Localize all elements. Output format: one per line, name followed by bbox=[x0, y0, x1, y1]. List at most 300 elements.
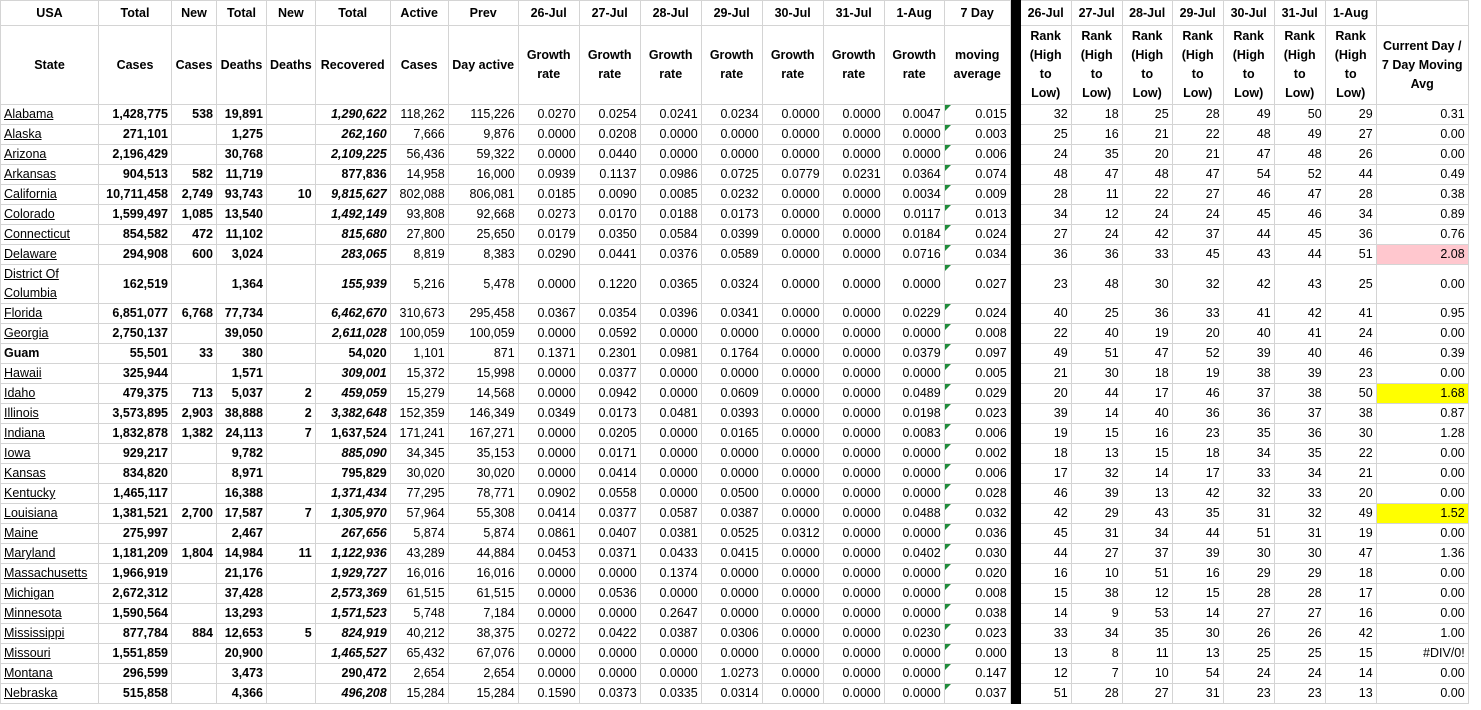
ratio-cell[interactable]: 0.00 bbox=[1376, 584, 1468, 604]
growth-rate-cell[interactable]: 0.0000 bbox=[823, 504, 884, 524]
growth-rate-cell[interactable]: 0.0000 bbox=[884, 584, 944, 604]
total-cases-cell[interactable]: 296,599 bbox=[99, 664, 172, 684]
growth-rate-cell[interactable]: 0.0085 bbox=[640, 185, 701, 205]
growth-rate-cell[interactable]: 0.0000 bbox=[762, 225, 823, 245]
moving-average-cell[interactable]: 0.006 bbox=[944, 145, 1010, 165]
active-cases-cell[interactable]: 65,432 bbox=[390, 644, 448, 664]
rank-cell[interactable]: 45 bbox=[1020, 524, 1071, 544]
rank-cell[interactable]: 36 bbox=[1223, 404, 1274, 424]
growth-rate-cell[interactable]: 0.0314 bbox=[701, 684, 762, 704]
new-deaths-cell[interactable] bbox=[267, 245, 316, 265]
growth-rate-cell[interactable]: 0.0367 bbox=[518, 304, 579, 324]
rank-cell[interactable]: 19 bbox=[1172, 364, 1223, 384]
rank-cell[interactable]: 31 bbox=[1274, 524, 1325, 544]
total-deaths-cell[interactable]: 2,467 bbox=[217, 524, 267, 544]
ratio-cell[interactable]: 0.00 bbox=[1376, 684, 1468, 704]
rank-cell[interactable]: 48 bbox=[1122, 165, 1172, 185]
rank-cell[interactable]: 30 bbox=[1274, 544, 1325, 564]
growth-rate-cell[interactable]: 0.0000 bbox=[640, 444, 701, 464]
growth-rate-cell[interactable]: 0.0000 bbox=[823, 324, 884, 344]
growth-rate-cell[interactable]: 0.0000 bbox=[762, 205, 823, 225]
growth-rate-cell[interactable]: 0.0902 bbox=[518, 484, 579, 504]
growth-rate-cell[interactable]: 0.0185 bbox=[518, 185, 579, 205]
new-cases-cell[interactable]: 33 bbox=[172, 344, 217, 364]
growth-rate-cell[interactable]: 0.0000 bbox=[823, 584, 884, 604]
header-cell[interactable]: Cases bbox=[390, 26, 448, 105]
prev-day-active-cell[interactable]: 5,478 bbox=[448, 265, 518, 304]
growth-rate-cell[interactable]: 0.0273 bbox=[518, 205, 579, 225]
rank-cell[interactable]: 33 bbox=[1223, 464, 1274, 484]
new-deaths-cell[interactable]: 2 bbox=[267, 404, 316, 424]
growth-rate-cell[interactable]: 0.0000 bbox=[884, 564, 944, 584]
prev-day-active-cell[interactable]: 7,184 bbox=[448, 604, 518, 624]
rank-cell[interactable]: 41 bbox=[1274, 324, 1325, 344]
growth-rate-cell[interactable]: 0.0229 bbox=[884, 304, 944, 324]
rank-cell[interactable]: 43 bbox=[1274, 265, 1325, 304]
new-cases-cell[interactable]: 1,085 bbox=[172, 205, 217, 225]
active-cases-cell[interactable]: 5,874 bbox=[390, 524, 448, 544]
growth-rate-cell[interactable]: 0.0117 bbox=[884, 205, 944, 225]
new-cases-cell[interactable] bbox=[172, 524, 217, 544]
rank-cell[interactable]: 44 bbox=[1172, 524, 1223, 544]
growth-rate-cell[interactable]: 0.0000 bbox=[823, 604, 884, 624]
total-deaths-cell[interactable]: 380 bbox=[217, 344, 267, 364]
moving-average-cell[interactable]: 0.024 bbox=[944, 225, 1010, 245]
moving-average-cell[interactable]: 0.029 bbox=[944, 384, 1010, 404]
prev-day-active-cell[interactable]: 9,876 bbox=[448, 125, 518, 145]
header-cell[interactable]: Recovered bbox=[315, 26, 390, 105]
rank-cell[interactable]: 13 bbox=[1325, 684, 1376, 704]
state-name-cell[interactable]: Massachusetts bbox=[1, 564, 99, 584]
growth-rate-cell[interactable]: 0.0000 bbox=[518, 464, 579, 484]
growth-rate-cell[interactable]: 0.0324 bbox=[701, 265, 762, 304]
rank-cell[interactable]: 23 bbox=[1274, 684, 1325, 704]
total-deaths-cell[interactable]: 20,900 bbox=[217, 644, 267, 664]
moving-average-cell[interactable]: 0.037 bbox=[944, 684, 1010, 704]
rank-cell[interactable]: 15 bbox=[1020, 584, 1071, 604]
growth-rate-cell[interactable]: 0.0000 bbox=[518, 324, 579, 344]
rank-cell[interactable]: 23 bbox=[1172, 424, 1223, 444]
rank-cell[interactable]: 48 bbox=[1223, 125, 1274, 145]
growth-rate-cell[interactable]: 0.0232 bbox=[701, 185, 762, 205]
rank-cell[interactable]: 39 bbox=[1274, 364, 1325, 384]
growth-rate-cell[interactable]: 0.0000 bbox=[640, 424, 701, 444]
ratio-cell[interactable]: 0.00 bbox=[1376, 364, 1468, 384]
growth-rate-cell[interactable]: 0.0290 bbox=[518, 245, 579, 265]
moving-average-cell[interactable]: 0.002 bbox=[944, 444, 1010, 464]
header-cell[interactable]: Growth rate bbox=[884, 26, 944, 105]
total-cases-cell[interactable]: 1,465,117 bbox=[99, 484, 172, 504]
growth-rate-cell[interactable]: 0.0270 bbox=[518, 105, 579, 125]
growth-rate-cell[interactable]: 0.2647 bbox=[640, 604, 701, 624]
growth-rate-cell[interactable]: 0.0536 bbox=[579, 584, 640, 604]
growth-rate-cell[interactable]: 0.0000 bbox=[701, 324, 762, 344]
ratio-cell[interactable]: 0.00 bbox=[1376, 464, 1468, 484]
ratio-cell[interactable]: 1.28 bbox=[1376, 424, 1468, 444]
growth-rate-cell[interactable]: 0.0387 bbox=[701, 504, 762, 524]
header-cell[interactable]: Total bbox=[217, 1, 267, 26]
ratio-cell[interactable]: 0.38 bbox=[1376, 185, 1468, 205]
rank-cell[interactable]: 39 bbox=[1172, 544, 1223, 564]
active-cases-cell[interactable]: 5,216 bbox=[390, 265, 448, 304]
growth-rate-cell[interactable]: 0.0000 bbox=[762, 624, 823, 644]
active-cases-cell[interactable]: 7,666 bbox=[390, 125, 448, 145]
rank-cell[interactable]: 33 bbox=[1122, 245, 1172, 265]
recovered-cell[interactable]: 262,160 bbox=[315, 125, 390, 145]
rank-cell[interactable]: 51 bbox=[1122, 564, 1172, 584]
rank-cell[interactable]: 27 bbox=[1071, 544, 1122, 564]
rank-cell[interactable]: 37 bbox=[1274, 404, 1325, 424]
growth-rate-cell[interactable]: 0.0000 bbox=[701, 604, 762, 624]
total-cases-cell[interactable]: 325,944 bbox=[99, 364, 172, 384]
active-cases-cell[interactable]: 15,372 bbox=[390, 364, 448, 384]
rank-cell[interactable]: 47 bbox=[1223, 145, 1274, 165]
growth-rate-cell[interactable]: 0.0000 bbox=[823, 205, 884, 225]
rank-cell[interactable]: 32 bbox=[1223, 484, 1274, 504]
header-cell[interactable]: Day active bbox=[448, 26, 518, 105]
growth-rate-cell[interactable]: 0.0000 bbox=[823, 364, 884, 384]
ratio-cell[interactable]: 0.00 bbox=[1376, 444, 1468, 464]
total-deaths-cell[interactable]: 3,473 bbox=[217, 664, 267, 684]
growth-rate-cell[interactable]: 0.0000 bbox=[762, 324, 823, 344]
growth-rate-cell[interactable]: 0.0000 bbox=[762, 544, 823, 564]
moving-average-cell[interactable]: 0.008 bbox=[944, 584, 1010, 604]
recovered-cell[interactable]: 1,290,622 bbox=[315, 105, 390, 125]
growth-rate-cell[interactable]: 0.0000 bbox=[762, 444, 823, 464]
growth-rate-cell[interactable]: 0.0000 bbox=[762, 424, 823, 444]
rank-cell[interactable]: 27 bbox=[1274, 604, 1325, 624]
rank-cell[interactable]: 20 bbox=[1172, 324, 1223, 344]
header-cell[interactable]: moving average bbox=[944, 26, 1010, 105]
growth-rate-cell[interactable]: 0.0000 bbox=[884, 684, 944, 704]
header-cell[interactable]: 27-Jul bbox=[579, 1, 640, 26]
active-cases-cell[interactable]: 61,515 bbox=[390, 584, 448, 604]
growth-rate-cell[interactable]: 0.0414 bbox=[579, 464, 640, 484]
rank-cell[interactable]: 34 bbox=[1223, 444, 1274, 464]
growth-rate-cell[interactable]: 0.0000 bbox=[701, 444, 762, 464]
header-cell[interactable]: State bbox=[1, 26, 99, 105]
active-cases-cell[interactable]: 802,088 bbox=[390, 185, 448, 205]
growth-rate-cell[interactable]: 0.0000 bbox=[640, 125, 701, 145]
growth-rate-cell[interactable]: 0.0000 bbox=[823, 304, 884, 324]
moving-average-cell[interactable]: 0.038 bbox=[944, 604, 1010, 624]
rank-cell[interactable]: 12 bbox=[1020, 664, 1071, 684]
rank-cell[interactable]: 17 bbox=[1020, 464, 1071, 484]
prev-day-active-cell[interactable]: 78,771 bbox=[448, 484, 518, 504]
growth-rate-cell[interactable]: 0.0000 bbox=[640, 145, 701, 165]
rank-cell[interactable]: 23 bbox=[1223, 684, 1274, 704]
rank-cell[interactable]: 53 bbox=[1122, 604, 1172, 624]
rank-cell[interactable]: 39 bbox=[1020, 404, 1071, 424]
rank-cell[interactable]: 34 bbox=[1274, 464, 1325, 484]
new-deaths-cell[interactable] bbox=[267, 324, 316, 344]
growth-rate-cell[interactable]: 0.0000 bbox=[518, 384, 579, 404]
rank-cell[interactable]: 28 bbox=[1223, 584, 1274, 604]
rank-cell[interactable]: 46 bbox=[1172, 384, 1223, 404]
state-name-cell[interactable]: Colorado bbox=[1, 205, 99, 225]
total-cases-cell[interactable]: 2,672,312 bbox=[99, 584, 172, 604]
growth-rate-cell[interactable]: 0.0387 bbox=[640, 624, 701, 644]
rank-cell[interactable]: 28 bbox=[1325, 185, 1376, 205]
total-deaths-cell[interactable]: 93,743 bbox=[217, 185, 267, 205]
new-cases-cell[interactable] bbox=[172, 604, 217, 624]
growth-rate-cell[interactable]: 0.0171 bbox=[579, 444, 640, 464]
header-cell[interactable]: 28-Jul bbox=[1122, 1, 1172, 26]
growth-rate-cell[interactable]: 0.0350 bbox=[579, 225, 640, 245]
recovered-cell[interactable]: 54,020 bbox=[315, 344, 390, 364]
total-cases-cell[interactable]: 2,750,137 bbox=[99, 324, 172, 344]
rank-cell[interactable]: 25 bbox=[1223, 644, 1274, 664]
growth-rate-cell[interactable]: 0.0000 bbox=[823, 145, 884, 165]
recovered-cell[interactable]: 1,571,523 bbox=[315, 604, 390, 624]
rank-cell[interactable]: 30 bbox=[1071, 364, 1122, 384]
rank-cell[interactable]: 7 bbox=[1071, 664, 1122, 684]
rank-cell[interactable]: 25 bbox=[1274, 644, 1325, 664]
total-deaths-cell[interactable]: 19,891 bbox=[217, 105, 267, 125]
recovered-cell[interactable]: 824,919 bbox=[315, 624, 390, 644]
rank-cell[interactable]: 14 bbox=[1172, 604, 1223, 624]
rank-cell[interactable]: 29 bbox=[1223, 564, 1274, 584]
growth-rate-cell[interactable]: 0.0000 bbox=[823, 524, 884, 544]
header-cell[interactable]: Growth rate bbox=[640, 26, 701, 105]
growth-rate-cell[interactable]: 0.0396 bbox=[640, 304, 701, 324]
growth-rate-cell[interactable]: 0.0000 bbox=[884, 364, 944, 384]
growth-rate-cell[interactable]: 0.0488 bbox=[884, 504, 944, 524]
recovered-cell[interactable]: 1,122,936 bbox=[315, 544, 390, 564]
growth-rate-cell[interactable]: 0.0312 bbox=[762, 524, 823, 544]
growth-rate-cell[interactable]: 0.0000 bbox=[762, 464, 823, 484]
growth-rate-cell[interactable]: 0.0584 bbox=[640, 225, 701, 245]
new-deaths-cell[interactable]: 7 bbox=[267, 424, 316, 444]
state-name-cell[interactable]: District Of Columbia bbox=[1, 265, 99, 304]
active-cases-cell[interactable]: 15,279 bbox=[390, 384, 448, 404]
new-cases-cell[interactable]: 2,903 bbox=[172, 404, 217, 424]
new-deaths-cell[interactable] bbox=[267, 644, 316, 664]
growth-rate-cell[interactable]: 0.0000 bbox=[640, 324, 701, 344]
new-deaths-cell[interactable] bbox=[267, 444, 316, 464]
rank-cell[interactable]: 16 bbox=[1020, 564, 1071, 584]
new-cases-cell[interactable]: 472 bbox=[172, 225, 217, 245]
prev-day-active-cell[interactable]: 806,081 bbox=[448, 185, 518, 205]
prev-day-active-cell[interactable]: 115,226 bbox=[448, 105, 518, 125]
growth-rate-cell[interactable]: 0.0525 bbox=[701, 524, 762, 544]
rank-cell[interactable]: 41 bbox=[1223, 304, 1274, 324]
rank-cell[interactable]: 42 bbox=[1122, 225, 1172, 245]
rank-cell[interactable]: 21 bbox=[1325, 464, 1376, 484]
rank-cell[interactable]: 54 bbox=[1172, 664, 1223, 684]
header-cell[interactable]: Current Day / 7 Day Moving Avg bbox=[1376, 26, 1468, 105]
moving-average-cell[interactable]: 0.034 bbox=[944, 245, 1010, 265]
growth-rate-cell[interactable]: 0.0376 bbox=[640, 245, 701, 265]
new-deaths-cell[interactable] bbox=[267, 125, 316, 145]
moving-average-cell[interactable]: 0.023 bbox=[944, 624, 1010, 644]
header-cell[interactable]: 26-Jul bbox=[1020, 1, 1071, 26]
growth-rate-cell[interactable]: 0.0306 bbox=[701, 624, 762, 644]
rank-cell[interactable]: 30 bbox=[1223, 544, 1274, 564]
total-cases-cell[interactable]: 1,551,859 bbox=[99, 644, 172, 664]
growth-rate-cell[interactable]: 0.0000 bbox=[640, 464, 701, 484]
new-deaths-cell[interactable]: 7 bbox=[267, 504, 316, 524]
rank-cell[interactable]: 17 bbox=[1122, 384, 1172, 404]
state-name-cell[interactable]: Florida bbox=[1, 304, 99, 324]
rank-cell[interactable]: 35 bbox=[1071, 145, 1122, 165]
rank-cell[interactable]: 32 bbox=[1172, 265, 1223, 304]
growth-rate-cell[interactable]: 0.0000 bbox=[762, 484, 823, 504]
prev-day-active-cell[interactable]: 30,020 bbox=[448, 464, 518, 484]
growth-rate-cell[interactable]: 0.0000 bbox=[762, 265, 823, 304]
growth-rate-cell[interactable]: 0.0000 bbox=[701, 464, 762, 484]
rank-cell[interactable]: 37 bbox=[1122, 544, 1172, 564]
rank-cell[interactable]: 42 bbox=[1274, 304, 1325, 324]
state-name-cell[interactable]: Guam bbox=[1, 344, 99, 364]
prev-day-active-cell[interactable]: 38,375 bbox=[448, 624, 518, 644]
rank-cell[interactable]: 8 bbox=[1071, 644, 1122, 664]
new-deaths-cell[interactable] bbox=[267, 344, 316, 364]
growth-rate-cell[interactable]: 0.0000 bbox=[884, 524, 944, 544]
rank-cell[interactable]: 22 bbox=[1122, 185, 1172, 205]
recovered-cell[interactable]: 267,656 bbox=[315, 524, 390, 544]
rank-cell[interactable]: 17 bbox=[1325, 584, 1376, 604]
rank-cell[interactable]: 24 bbox=[1172, 205, 1223, 225]
growth-rate-cell[interactable]: 0.0000 bbox=[518, 444, 579, 464]
growth-rate-cell[interactable]: 0.0415 bbox=[701, 544, 762, 564]
moving-average-cell[interactable]: 0.024 bbox=[944, 304, 1010, 324]
total-cases-cell[interactable]: 515,858 bbox=[99, 684, 172, 704]
rank-cell[interactable]: 52 bbox=[1274, 165, 1325, 185]
rank-cell[interactable]: 16 bbox=[1172, 564, 1223, 584]
header-cell[interactable]: 31-Jul bbox=[1274, 1, 1325, 26]
new-cases-cell[interactable]: 1,382 bbox=[172, 424, 217, 444]
rank-cell[interactable]: 14 bbox=[1071, 404, 1122, 424]
total-deaths-cell[interactable]: 12,653 bbox=[217, 624, 267, 644]
rank-cell[interactable]: 42 bbox=[1172, 484, 1223, 504]
state-name-cell[interactable]: Arkansas bbox=[1, 165, 99, 185]
growth-rate-cell[interactable]: 0.0000 bbox=[762, 644, 823, 664]
moving-average-cell[interactable]: 0.015 bbox=[944, 105, 1010, 125]
moving-average-cell[interactable]: 0.000 bbox=[944, 644, 1010, 664]
rank-cell[interactable]: 15 bbox=[1325, 644, 1376, 664]
recovered-cell[interactable]: 3,382,648 bbox=[315, 404, 390, 424]
rank-cell[interactable]: 26 bbox=[1223, 624, 1274, 644]
ratio-cell[interactable]: 0.87 bbox=[1376, 404, 1468, 424]
state-name-cell[interactable]: Indiana bbox=[1, 424, 99, 444]
rank-cell[interactable]: 12 bbox=[1122, 584, 1172, 604]
total-deaths-cell[interactable]: 3,024 bbox=[217, 245, 267, 265]
rank-cell[interactable]: 27 bbox=[1223, 604, 1274, 624]
new-cases-cell[interactable]: 600 bbox=[172, 245, 217, 265]
rank-cell[interactable]: 29 bbox=[1325, 105, 1376, 125]
recovered-cell[interactable]: 1,465,527 bbox=[315, 644, 390, 664]
ratio-cell[interactable]: 1.00 bbox=[1376, 624, 1468, 644]
growth-rate-cell[interactable]: 0.0173 bbox=[579, 404, 640, 424]
rank-cell[interactable]: 20 bbox=[1122, 145, 1172, 165]
active-cases-cell[interactable]: 5,748 bbox=[390, 604, 448, 624]
growth-rate-cell[interactable]: 0.0184 bbox=[884, 225, 944, 245]
total-cases-cell[interactable]: 55,501 bbox=[99, 344, 172, 364]
total-deaths-cell[interactable]: 1,571 bbox=[217, 364, 267, 384]
growth-rate-cell[interactable]: 0.0000 bbox=[762, 564, 823, 584]
rank-cell[interactable]: 22 bbox=[1325, 444, 1376, 464]
recovered-cell[interactable]: 496,208 bbox=[315, 684, 390, 704]
header-cell[interactable]: Rank (High to Low) bbox=[1122, 26, 1172, 105]
state-name-cell[interactable]: Maine bbox=[1, 524, 99, 544]
growth-rate-cell[interactable]: 0.0441 bbox=[579, 245, 640, 265]
rank-cell[interactable]: 24 bbox=[1325, 324, 1376, 344]
total-cases-cell[interactable]: 479,375 bbox=[99, 384, 172, 404]
total-deaths-cell[interactable]: 37,428 bbox=[217, 584, 267, 604]
rank-cell[interactable]: 28 bbox=[1172, 105, 1223, 125]
new-cases-cell[interactable] bbox=[172, 145, 217, 165]
new-deaths-cell[interactable] bbox=[267, 265, 316, 304]
ratio-cell[interactable]: 0.31 bbox=[1376, 105, 1468, 125]
header-cell[interactable]: Cases bbox=[172, 26, 217, 105]
new-cases-cell[interactable] bbox=[172, 484, 217, 504]
rank-cell[interactable]: 22 bbox=[1020, 324, 1071, 344]
header-cell[interactable]: Growth rate bbox=[823, 26, 884, 105]
rank-cell[interactable]: 36 bbox=[1122, 304, 1172, 324]
total-deaths-cell[interactable]: 77,734 bbox=[217, 304, 267, 324]
rank-cell[interactable]: 23 bbox=[1325, 364, 1376, 384]
rank-cell[interactable]: 19 bbox=[1122, 324, 1172, 344]
rank-cell[interactable]: 36 bbox=[1325, 225, 1376, 245]
new-deaths-cell[interactable] bbox=[267, 205, 316, 225]
state-name-cell[interactable]: Alabama bbox=[1, 105, 99, 125]
state-name-cell[interactable]: Alaska bbox=[1, 125, 99, 145]
growth-rate-cell[interactable]: 0.0000 bbox=[762, 664, 823, 684]
new-deaths-cell[interactable] bbox=[267, 684, 316, 704]
total-deaths-cell[interactable]: 4,366 bbox=[217, 684, 267, 704]
growth-rate-cell[interactable]: 0.0000 bbox=[762, 604, 823, 624]
prev-day-active-cell[interactable]: 25,650 bbox=[448, 225, 518, 245]
rank-cell[interactable]: 22 bbox=[1172, 125, 1223, 145]
prev-day-active-cell[interactable]: 59,322 bbox=[448, 145, 518, 165]
rank-cell[interactable]: 15 bbox=[1172, 584, 1223, 604]
new-cases-cell[interactable]: 582 bbox=[172, 165, 217, 185]
rank-cell[interactable]: 20 bbox=[1020, 384, 1071, 404]
total-deaths-cell[interactable]: 14,984 bbox=[217, 544, 267, 564]
growth-rate-cell[interactable]: 0.0000 bbox=[640, 384, 701, 404]
total-cases-cell[interactable]: 3,573,895 bbox=[99, 404, 172, 424]
prev-day-active-cell[interactable]: 100,059 bbox=[448, 324, 518, 344]
rank-cell[interactable]: 42 bbox=[1325, 624, 1376, 644]
growth-rate-cell[interactable]: 0.0000 bbox=[762, 245, 823, 265]
active-cases-cell[interactable]: 152,359 bbox=[390, 404, 448, 424]
growth-rate-cell[interactable]: 0.0241 bbox=[640, 105, 701, 125]
total-cases-cell[interactable]: 877,784 bbox=[99, 624, 172, 644]
rank-cell[interactable]: 32 bbox=[1071, 464, 1122, 484]
growth-rate-cell[interactable]: 0.0489 bbox=[884, 384, 944, 404]
prev-day-active-cell[interactable]: 67,076 bbox=[448, 644, 518, 664]
growth-rate-cell[interactable]: 0.0000 bbox=[762, 584, 823, 604]
rank-cell[interactable]: 12 bbox=[1071, 205, 1122, 225]
active-cases-cell[interactable]: 100,059 bbox=[390, 324, 448, 344]
rank-cell[interactable]: 16 bbox=[1122, 424, 1172, 444]
growth-rate-cell[interactable]: 0.0377 bbox=[579, 364, 640, 384]
rank-cell[interactable]: 28 bbox=[1071, 684, 1122, 704]
growth-rate-cell[interactable]: 0.0986 bbox=[640, 165, 701, 185]
rank-cell[interactable]: 25 bbox=[1071, 304, 1122, 324]
header-cell[interactable]: 30-Jul bbox=[1223, 1, 1274, 26]
new-cases-cell[interactable] bbox=[172, 684, 217, 704]
growth-rate-cell[interactable]: 0.0000 bbox=[823, 344, 884, 364]
rank-cell[interactable]: 31 bbox=[1172, 684, 1223, 704]
rank-cell[interactable]: 24 bbox=[1020, 145, 1071, 165]
rank-cell[interactable]: 30 bbox=[1172, 624, 1223, 644]
total-cases-cell[interactable]: 2,196,429 bbox=[99, 145, 172, 165]
prev-day-active-cell[interactable]: 2,654 bbox=[448, 664, 518, 684]
header-cell[interactable]: Rank (High to Low) bbox=[1020, 26, 1071, 105]
total-deaths-cell[interactable]: 1,275 bbox=[217, 125, 267, 145]
